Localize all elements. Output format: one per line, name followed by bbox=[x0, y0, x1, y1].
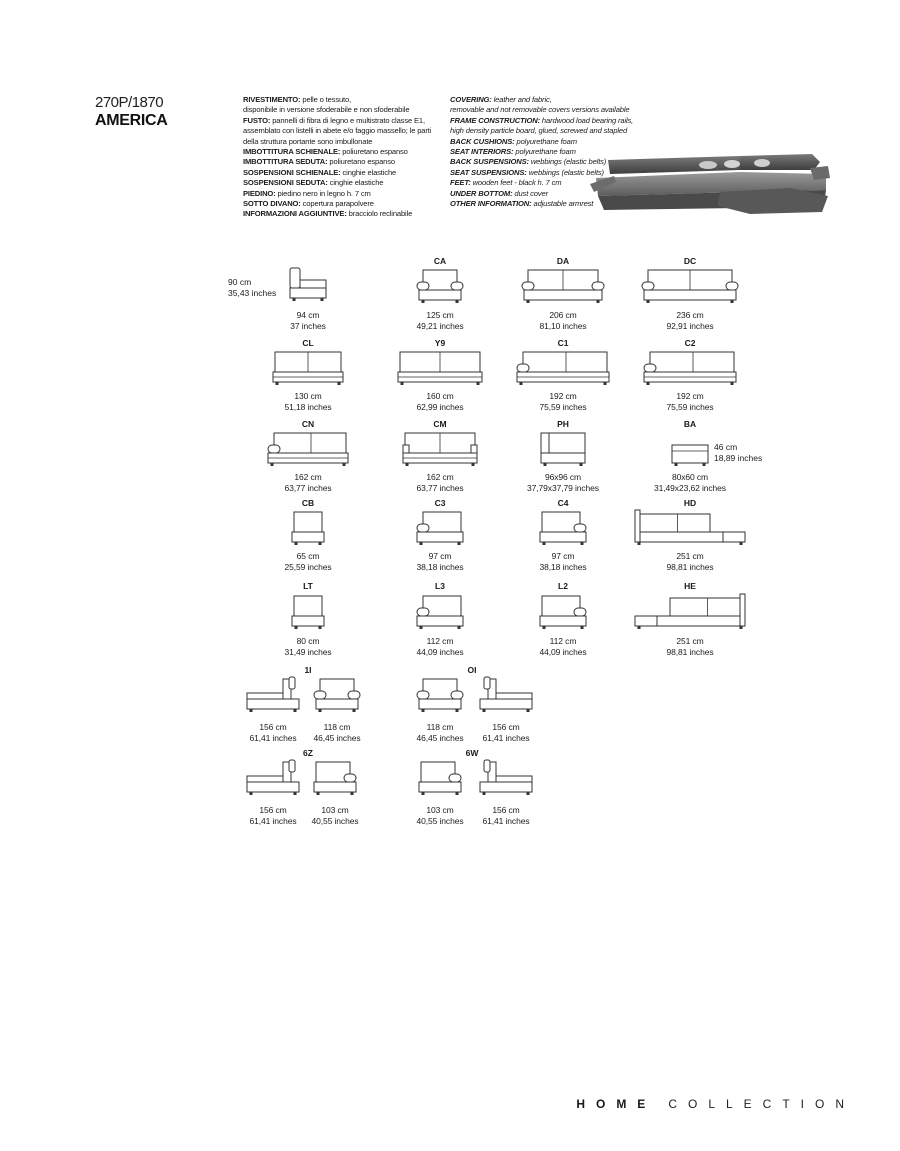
module-drawing bbox=[635, 510, 745, 546]
dimension-inches: 61,41 inches bbox=[482, 815, 530, 826]
module-drawing bbox=[540, 510, 586, 546]
height-dimension: 90 cm 35,43 inches bbox=[228, 277, 277, 298]
module-code: HE bbox=[684, 581, 696, 591]
pouf-height-dimension: 46 cm 18,89 inches bbox=[714, 442, 763, 463]
dimension-cm: 125 cm bbox=[426, 310, 454, 320]
spec-label: BACK SUSPENSIONS: bbox=[450, 157, 529, 167]
dimension-inches: 51,18 inches bbox=[284, 401, 332, 412]
module-drawing bbox=[417, 268, 463, 304]
module-drawing bbox=[644, 350, 736, 386]
dimension-inches: 92,91 inches bbox=[666, 320, 714, 331]
module-dimensions bbox=[385, 636, 495, 657]
module-drawing-right bbox=[314, 760, 356, 796]
module-drawing bbox=[403, 431, 477, 467]
spec-label: COVERING: bbox=[450, 95, 492, 104]
dimension-cm: 94 cm bbox=[296, 310, 320, 320]
module-drawing bbox=[268, 431, 348, 467]
module-dimensions bbox=[508, 391, 618, 412]
spec-line: SOSPENSIONI SCHIENALE: cinghie elastiche bbox=[243, 167, 397, 177]
dimension-cm: 118 cm bbox=[323, 722, 351, 732]
spec-line: assemblato con listelli in abete e/o faggio massello; le parti bbox=[243, 126, 432, 136]
dimension-cm: 112 cm bbox=[426, 636, 454, 646]
module-code: BA bbox=[683, 419, 697, 429]
module-drawing bbox=[517, 350, 609, 386]
module-drawing-left bbox=[247, 760, 299, 796]
spec-label: FRAME CONSTRUCTION: bbox=[450, 115, 540, 125]
module-drawing bbox=[417, 594, 463, 630]
dimension-inches: 44,09 inches bbox=[539, 646, 587, 657]
module-dimensions bbox=[385, 391, 495, 412]
spec-line: SEAT SUSPENSIONS: webbings (elastic belts) bbox=[450, 167, 604, 177]
module-dimensions bbox=[508, 551, 618, 572]
specs-italian bbox=[243, 95, 431, 220]
dimension-inches: 25,59 inches bbox=[284, 561, 332, 572]
module-code: PH bbox=[557, 419, 569, 429]
dimension-cm: 112 cm bbox=[549, 636, 577, 646]
module-dimensions bbox=[635, 310, 745, 331]
module-code: C3 bbox=[434, 498, 446, 508]
module-code: CN bbox=[301, 419, 315, 429]
dimension-cm: 118 cm bbox=[426, 722, 454, 732]
dimension-inches: 75,59 inches bbox=[666, 401, 714, 412]
spec-label: INFORMAZIONI AGGIUNTIVE: bbox=[243, 209, 347, 219]
module-drawing bbox=[540, 594, 586, 630]
module-drawing bbox=[672, 431, 708, 467]
spec-line: IMBOTTITURA SEDUTA: poliuretano espanso bbox=[243, 157, 395, 167]
module-drawing-left bbox=[247, 677, 299, 713]
spec-label: FEET: bbox=[450, 178, 471, 188]
spec-line: INFORMAZIONI AGGIUNTIVE: bracciolo reclinabile bbox=[243, 209, 413, 219]
spec-line: OTHER INFORMATION: adjustable armrest bbox=[450, 199, 594, 209]
module-dimensions bbox=[253, 391, 363, 412]
spec-line: high density particle board, glued, screwed and stapled bbox=[450, 126, 628, 136]
module-code: C4 bbox=[557, 498, 569, 508]
module-drawing-right bbox=[314, 677, 360, 713]
module-drawing bbox=[417, 510, 463, 546]
module-drawing bbox=[635, 594, 745, 630]
dimension-cm: 103 cm bbox=[426, 805, 454, 815]
module-code: L3 bbox=[435, 581, 445, 591]
dimension-cm: 96x96 cm bbox=[544, 472, 582, 482]
spec-label: SEAT SUSPENSIONS: bbox=[450, 167, 527, 177]
dimension-inches: 46,45 inches bbox=[416, 732, 464, 743]
spec-line: COVERING: leather and fabric, bbox=[450, 95, 552, 104]
dimension-inches: 98,81 inches bbox=[666, 561, 714, 572]
spec-label: RIVESTIMENTO: bbox=[243, 95, 301, 104]
dimension-cm: 65 cm bbox=[296, 551, 320, 561]
dimension-cm: 130 cm bbox=[294, 391, 322, 401]
dimension-inches: 63,77 inches bbox=[284, 482, 332, 493]
module-dimensions bbox=[385, 310, 495, 331]
spec-label: BACK CUSHIONS: bbox=[450, 136, 515, 146]
dimension-inches: 62,99 inches bbox=[416, 401, 464, 412]
dimension-cm: 97 cm bbox=[551, 551, 575, 561]
dimension-inches: 61,41 inches bbox=[249, 815, 297, 826]
dimension-inches: 61,41 inches bbox=[482, 732, 530, 743]
dimension-cm: 160 cm bbox=[426, 391, 454, 401]
dimension-inches: 75,59 inches bbox=[539, 401, 587, 412]
module-dimensions bbox=[635, 636, 745, 657]
dimension-inches: 38,18 inches bbox=[539, 561, 587, 572]
dimension-cm: 97 cm bbox=[428, 551, 452, 561]
module-dimensions bbox=[508, 636, 618, 657]
spec-line: FEET: wooden feet - black h. 7 cm bbox=[450, 178, 562, 188]
module-code: HD bbox=[683, 498, 697, 508]
module-dimensions bbox=[508, 310, 618, 331]
dimension-inches: 31,49x23,62 inches bbox=[654, 482, 726, 493]
module-code: CB bbox=[301, 498, 315, 508]
dimension-cm: 162 cm bbox=[294, 472, 322, 482]
spec-label: FUSTO: bbox=[243, 115, 271, 125]
spec-label: OTHER INFORMATION: bbox=[450, 199, 532, 209]
module-dimensions bbox=[385, 551, 495, 572]
footer-collection: COLLECTION bbox=[668, 1097, 855, 1111]
dimension-inches: 81,10 inches bbox=[539, 320, 587, 331]
spec-line: removable and not removable covers versions available bbox=[450, 105, 630, 115]
dimension-cm: 156 cm bbox=[259, 805, 287, 815]
module-code: CA bbox=[433, 256, 447, 266]
dimension-inches: 37,79x37,79 inches bbox=[527, 482, 599, 493]
module-code: CM bbox=[433, 419, 447, 429]
module-code: DA bbox=[556, 256, 570, 266]
dimension-cm: 251 cm bbox=[676, 551, 704, 561]
module-dimensions bbox=[385, 472, 495, 493]
dimension-inches: 37 inches bbox=[290, 320, 326, 331]
dimension-cm: 80x60 cm bbox=[671, 472, 709, 482]
module-dimensions bbox=[635, 391, 745, 412]
module-code: Y9 bbox=[434, 338, 446, 348]
module-drawing bbox=[292, 510, 324, 546]
spec-line: IMBOTTITURA SCHIENALE: poliuretano espanso bbox=[243, 147, 408, 157]
dimension-inches: 40,55 inches bbox=[311, 815, 359, 826]
spec-label: SOSPENSIONI SCHIENALE: bbox=[243, 167, 341, 177]
spec-label: IMBOTTITURA SEDUTA: bbox=[243, 157, 328, 167]
dimension-inches: 38,18 inches bbox=[416, 561, 464, 572]
module-dimensions-right bbox=[451, 805, 561, 826]
spec-line: della struttura portante sono imbullonate bbox=[243, 136, 373, 146]
sofa-photo bbox=[590, 148, 830, 218]
spec-label: PIEDINO: bbox=[243, 188, 276, 198]
dimension-cm: 236 cm bbox=[676, 310, 704, 320]
dimension-inches: 63,77 inches bbox=[416, 482, 464, 493]
footer-home: HOME bbox=[576, 1097, 657, 1111]
spec-label: UNDER BOTTOM: bbox=[450, 188, 513, 198]
spec-line: BACK SUSPENSIONS: webbings (elastic belts) bbox=[450, 157, 607, 167]
dimension-cm: 156 cm bbox=[259, 722, 287, 732]
dimension-cm: 80 cm bbox=[296, 636, 320, 646]
dimension-inches: 40,55 inches bbox=[416, 815, 464, 826]
module-drawing bbox=[522, 268, 604, 304]
module-code: LT bbox=[303, 581, 313, 591]
module-code: DC bbox=[683, 256, 697, 266]
module-drawing bbox=[642, 268, 738, 304]
module-drawing-left bbox=[419, 760, 461, 796]
spec-line: UNDER BOTTOM: dust cover bbox=[450, 188, 548, 198]
spec-line: SOTTO DIVANO: copertura parapolvere bbox=[243, 199, 374, 209]
spec-line: FUSTO: pannelli di fibra di legno e multistrato classe E1, bbox=[243, 115, 425, 125]
product-name: AMERICA bbox=[95, 112, 168, 129]
spec-line: FRAME CONSTRUCTION: hardwood load bearing rails, bbox=[450, 115, 634, 125]
dimension-inches: 44,09 inches bbox=[416, 646, 464, 657]
module-drawing-right bbox=[480, 677, 532, 713]
spec-line: PIEDINO: piedino nero in legno h. 7 cm bbox=[243, 188, 371, 198]
dimension-inches: 61,41 inches bbox=[249, 732, 297, 743]
module-code: C2 bbox=[684, 338, 696, 348]
module-dimensions bbox=[253, 636, 363, 657]
spec-line: BACK CUSHIONS: polyurethane foam bbox=[450, 136, 577, 146]
module-drawing bbox=[273, 350, 343, 386]
spec-label: IMBOTTITURA SCHIENALE: bbox=[243, 147, 341, 157]
dimension-cm: 156 cm bbox=[492, 722, 520, 732]
module-dimensions-right bbox=[282, 722, 392, 743]
dimension-cm: 162 cm bbox=[426, 472, 454, 482]
module-code: L2 bbox=[558, 581, 568, 591]
dimension-cm: 103 cm bbox=[321, 805, 349, 815]
module-dimensions bbox=[253, 310, 363, 331]
spec-line: SOSPENSIONI SEDUTA: cinghie elastiche bbox=[243, 178, 384, 188]
dimension-inches: 98,81 inches bbox=[666, 646, 714, 657]
module-dimensions bbox=[635, 472, 745, 493]
module-code: 6W bbox=[465, 748, 479, 758]
spec-line: SEAT INTERIORS: polyurethane foam bbox=[450, 147, 576, 157]
module-drawing bbox=[292, 594, 324, 630]
module-code: OI bbox=[467, 665, 477, 675]
product-code: 270P/1870 bbox=[95, 94, 164, 111]
module-dimensions bbox=[508, 472, 618, 493]
spec-line: RIVESTIMENTO: pelle o tessuto, bbox=[243, 95, 352, 104]
dimension-cm: 156 cm bbox=[492, 805, 520, 815]
spec-label: SEAT INTERIORS: bbox=[450, 147, 514, 157]
module-drawing-left bbox=[417, 677, 463, 713]
module-dimensions-right bbox=[280, 805, 390, 826]
dimension-cm: 206 cm bbox=[549, 310, 577, 320]
module-drawing bbox=[398, 350, 482, 386]
spec-label: SOSPENSIONI SEDUTA: bbox=[243, 178, 328, 188]
dimension-cm: 251 cm bbox=[676, 636, 704, 646]
footer-brand bbox=[576, 1097, 855, 1111]
module-dimensions bbox=[635, 551, 745, 572]
module-dimensions bbox=[253, 472, 363, 493]
module-drawing bbox=[288, 268, 328, 304]
module-code: C1 bbox=[557, 338, 569, 348]
dimension-inches: 49,21 inches bbox=[416, 320, 464, 331]
module-code: 1I bbox=[304, 665, 312, 675]
module-dimensions-right bbox=[451, 722, 561, 743]
spec-line: disponibile in versione sfoderabile e non sfoderabile bbox=[243, 105, 410, 115]
module-dimensions bbox=[253, 551, 363, 572]
module-code: 6Z bbox=[303, 748, 313, 758]
dimension-inches: 46,45 inches bbox=[313, 732, 361, 743]
module-code: CL bbox=[302, 338, 314, 348]
spec-label: SOTTO DIVANO: bbox=[243, 199, 301, 209]
dimension-cm: 192 cm bbox=[676, 391, 704, 401]
module-drawing bbox=[541, 431, 585, 467]
dimension-inches: 31,49 inches bbox=[284, 646, 332, 657]
dimension-cm: 192 cm bbox=[549, 391, 577, 401]
module-drawing-right bbox=[480, 760, 532, 796]
